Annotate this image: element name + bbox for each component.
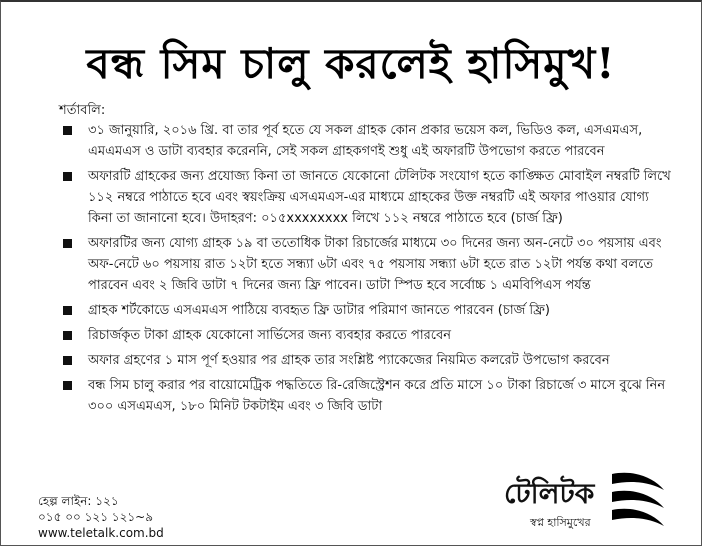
square-bullet-icon <box>63 381 72 390</box>
list-item <box>59 166 671 229</box>
square-bullet-icon <box>63 172 72 181</box>
list-item <box>59 300 671 321</box>
teletalk-logo <box>504 464 664 536</box>
list-item <box>59 350 671 371</box>
square-bullet-icon <box>63 331 72 340</box>
square-bullet-icon <box>63 356 72 365</box>
helpline-block <box>38 493 164 541</box>
list-item <box>59 233 671 296</box>
teletalk-swoosh-icon <box>608 468 666 532</box>
headline: বন্ধ সিম চালু করলেই হাসিমুখ! <box>86 39 616 88</box>
logo-name: টেলিটক <box>504 477 595 510</box>
list-item-text: রিচার্জকৃত টাকা গ্রাহক যেকোনো সার্ভিসের জন্য ব্যবহার করতে পারবেন <box>88 328 452 343</box>
terms-list <box>59 120 671 421</box>
logo-tagline: স্বপ্ন হাসিমুখের <box>530 516 591 529</box>
square-bullet-icon <box>63 306 72 315</box>
list-item-text: অফারটির জন্য যোগ্য গ্রাহক ১৯ বা ততোধিক টাকা রিচার্জের মাধ্যমে ৩০ দিনের জন্য অন-নেটে ৩০ পয়সায় এবং অফ-নেটে ৬০ পয়সায় রাত ১২টা হতে সন্ধ্যা ৬টা এবং ৭৫ পয়সায় সন্ধ্যা ৬টা হতে রাত ১২টা পর্যন্ত কথা বলতে পারবেন এবং ২ জিবি ডাটা ৭ দিনের জন্য ফ্রি পাবেন। ডাটা স্পিড হবে সর্বোচ্চ ১ এমবিপিএস পর্যন্ত <box>88 236 662 293</box>
list-item-text: অফার গ্রহণের ১ মাস পূর্ণ হওয়ার পর গ্রাহক তার সংশ্লিষ্ট প্যাকেজের নিয়মিত কলরেট উপভোগ করবেন <box>88 353 610 368</box>
helpline-number: হেল্প লাইন: ১২১ <box>38 494 119 508</box>
list-item <box>59 375 671 417</box>
helpline-phone: ০১৫ ০০ ১২১ ১২১~৯ <box>38 510 154 524</box>
list-item <box>59 325 671 346</box>
list-item-text: গ্রাহক শর্টকোডে এসএমএস পাঠিয়ে ব্যবহৃত ফ্রি ডাটার পরিমাণ জানতে পারবেন (চার্জ ফ্রি) <box>88 303 550 318</box>
square-bullet-icon <box>63 239 72 248</box>
list-item-text: ৩১ জানুয়ারি, ২০১৬ খ্রি. বা তার পূর্ব হতে যে সকল গ্রাহক কোন প্রকার ভয়েস কল, ভিডিও কল, এসএমএস, এমএমএস ও ডাটা ব্যবহার করেননি, সেই সকল গ্রাহকগণই শুধু এই অফারটি উপভোগ করতে পারবেন <box>88 123 643 159</box>
list-item-text: অফারটি গ্রাহকের জন্য প্রযোজ্য কিনা তা জানতে যেকোনো টেলিটক সংযোগ হতে কাঙ্ক্ষিত মোবাইল নম্বরটি লিখে ১১২ নম্বরে পাঠাতে হবে এবং স্বয়ংক্রিয় এসএমএস-এর মাধ্যমে গ্রাহকের উক্ত নম্বরটি এই অফার পাওয়ার যোগ্য কিনা তা জানানো হবে। উদাহরণ: ০১৫xxxxxxxx লিখে ১১২ নম্বরে পাঠাতে হবে (চার্জ ফ্রি) <box>88 169 671 226</box>
terms-label: শর্তাবলি: <box>59 103 106 118</box>
list-item <box>59 120 671 162</box>
list-item-text: বন্ধ সিম চালু করার পর বায়োমেট্রিক পদ্ধতিতে রি-রেজিস্ট্রেশন করে প্রতি মাসে ১০ টাকা রিচার্জে ৩ মাসে বুঝে নিন ৩০০ এসএমএস, ১৮০ মিনিট টকটাইম এবং ৩ জিবি ডাটা <box>88 378 666 414</box>
website-link[interactable]: www.teletalk.com.bd <box>38 526 164 540</box>
square-bullet-icon <box>63 126 72 135</box>
